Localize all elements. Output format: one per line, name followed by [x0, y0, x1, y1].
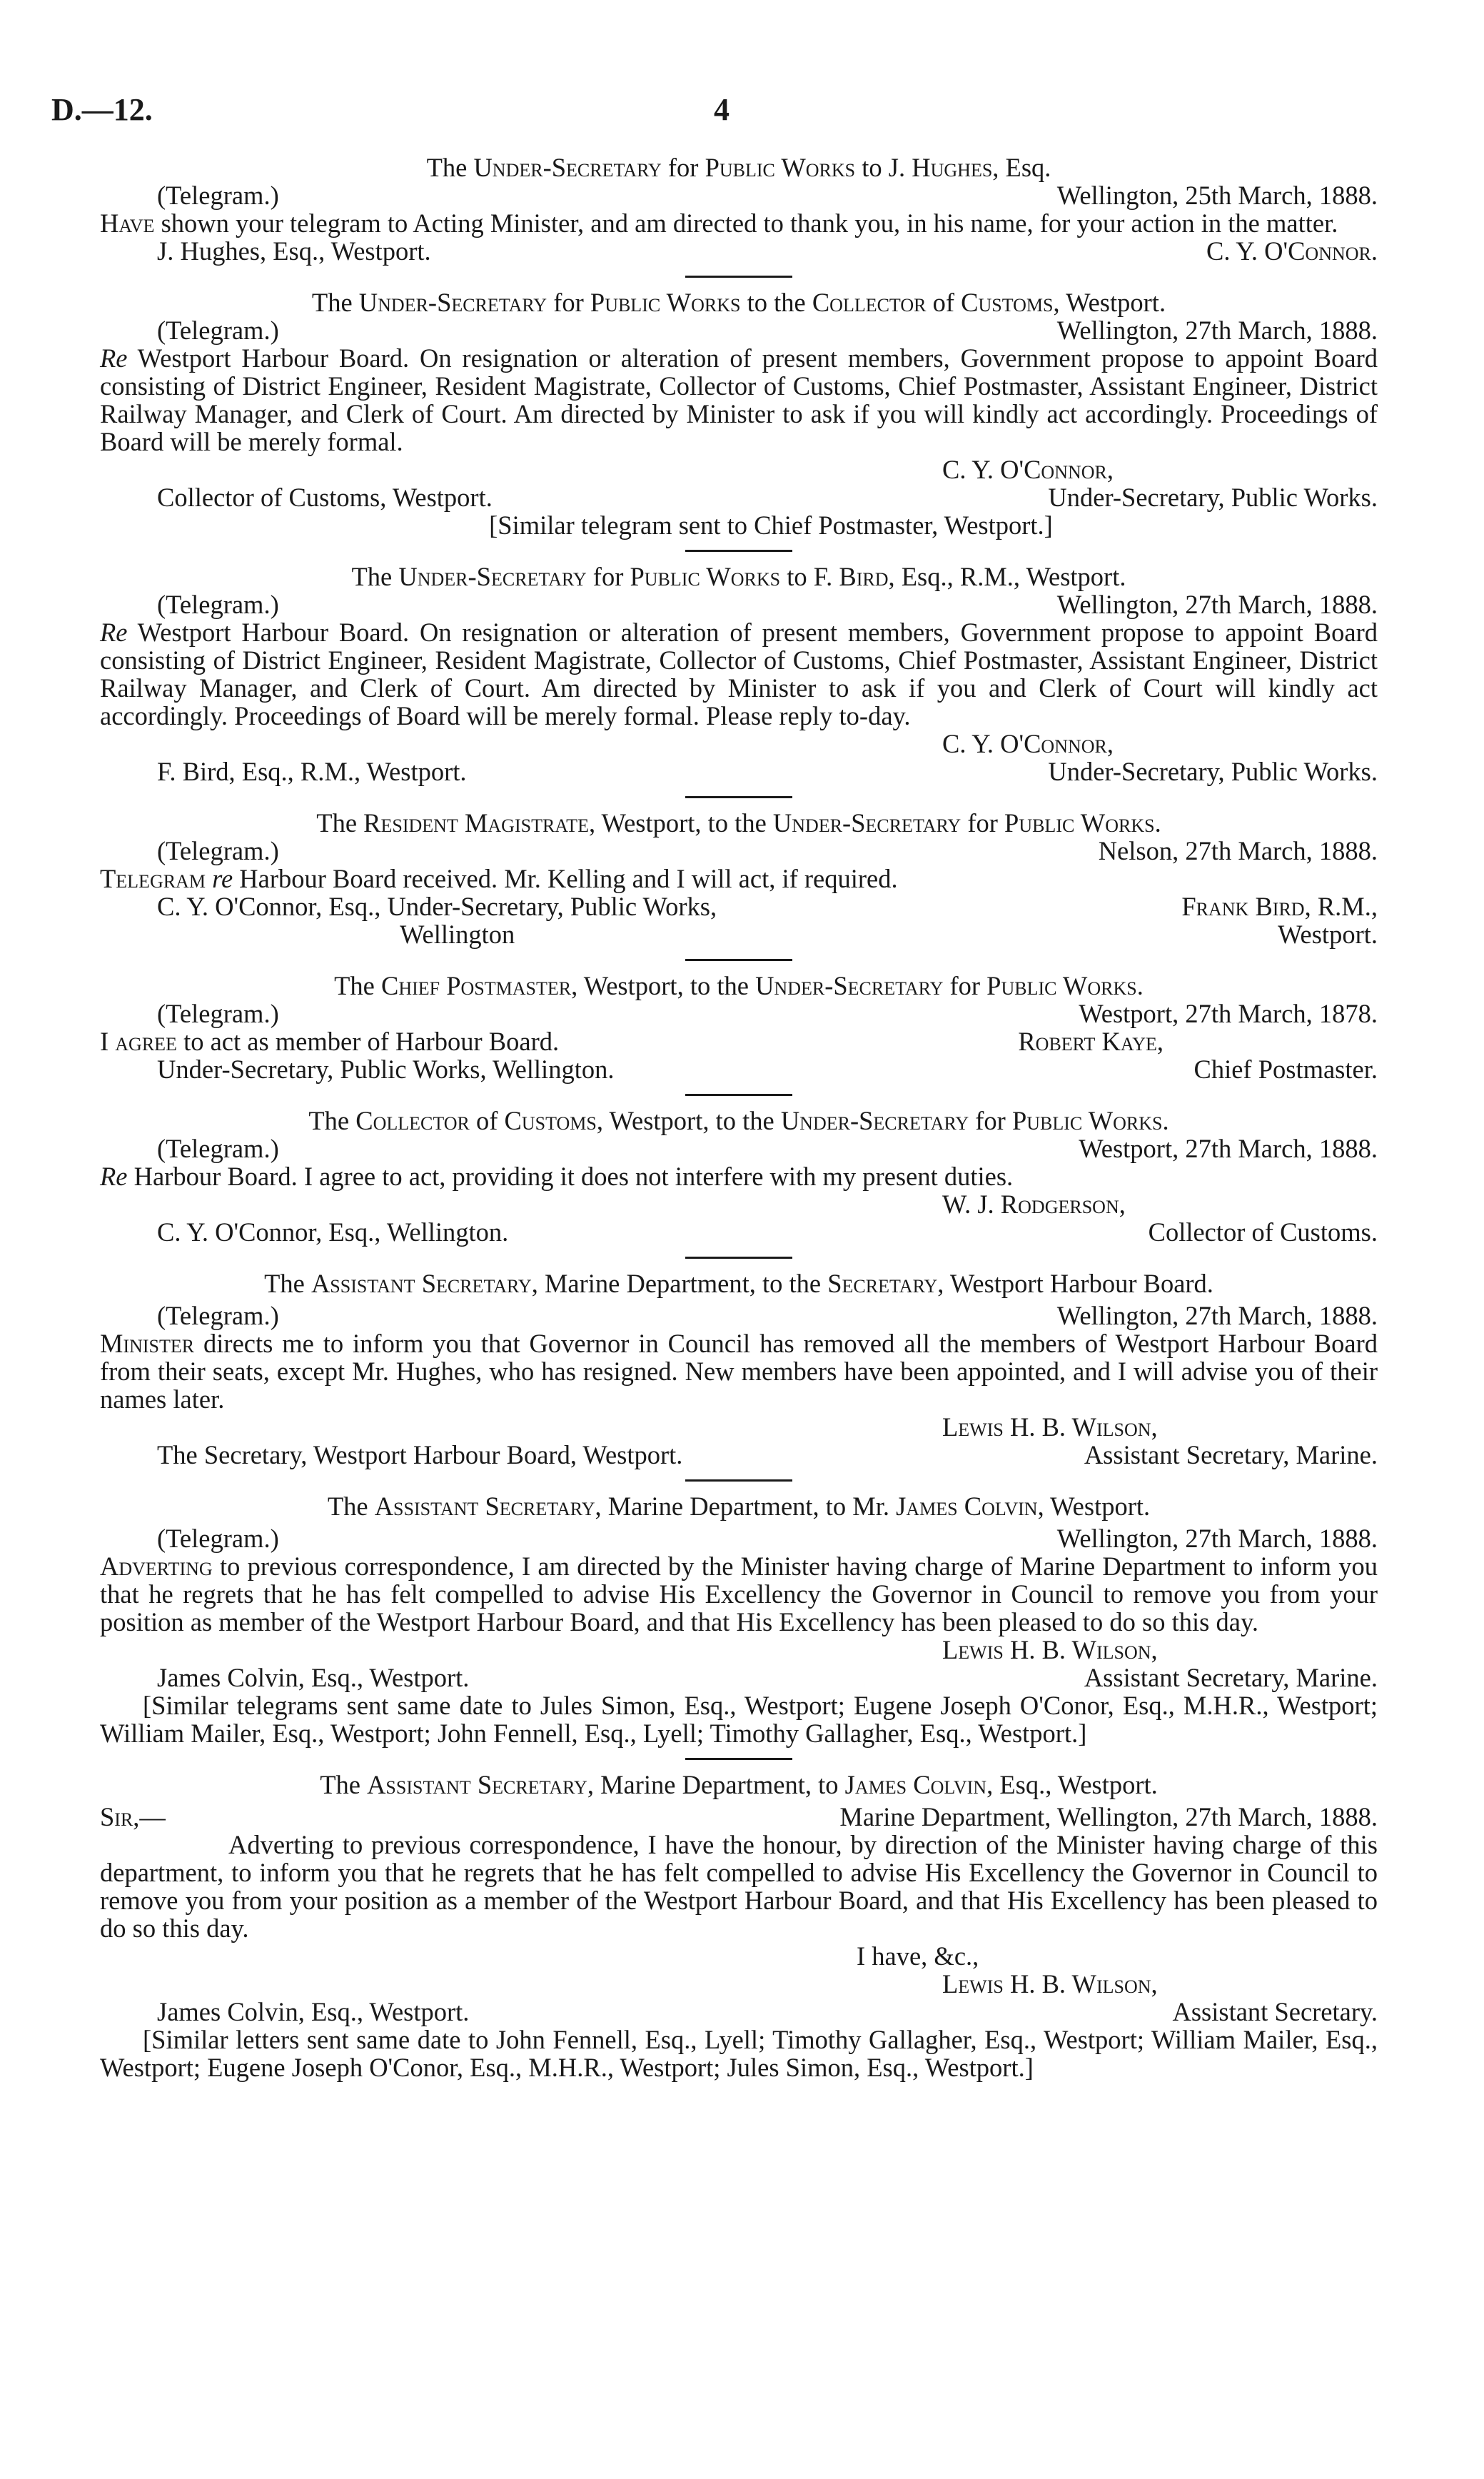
message-kind: (Telegram.): [157, 181, 279, 210]
signature-title: Assistant Secretary.: [1172, 1997, 1378, 2026]
closing: I have, &c.,: [857, 1941, 979, 1971]
letter-5: [100, 972, 1378, 1083]
salutation: Sir,—: [100, 1802, 166, 1831]
message-body: I agree to act as member of Harbour Board.: [100, 1027, 560, 1056]
letter-heading: The Chief Postmaster, Westport, to the Under-Secretary for Public Works.: [334, 971, 1144, 1000]
message-kind: (Telegram.): [157, 1524, 279, 1553]
dateline: Wellington, 27th March, 1888.: [1056, 1524, 1378, 1553]
signature-title: Under-Secretary, Public Works.: [1048, 483, 1378, 512]
letter-4: [100, 809, 1378, 948]
signature: Lewis H. B. Wilson,: [942, 1412, 1158, 1442]
signature: C. Y. O'Connor.: [1206, 236, 1378, 266]
dateline: Westport, 27th March, 1878.: [1079, 999, 1378, 1028]
signature-title: Chief Postmaster.: [1193, 1055, 1378, 1084]
message-body: Telegram re Harbour Board received. Mr. Kelling and I will act, if required.: [100, 864, 898, 893]
letter-9: [100, 1771, 1378, 2081]
signature-title: Collector of Customs.: [1148, 1217, 1378, 1247]
letter-7: [100, 1269, 1378, 1469]
correspondence-body: [100, 154, 1378, 2081]
dateline: Wellington, 27th March, 1888.: [1056, 590, 1378, 619]
signature: Lewis H. B. Wilson,: [942, 1969, 1158, 1998]
note: [Similar letters sent same date to John Fennell, Esq., Lyell; Timothy Gallagher, Esq., Westport; William Mailer, Esq., Westport; Eugene Joseph O'Conor, Esq., M.H.R., Westport; Jules Simon, Esq., Westport.]: [100, 2025, 1378, 2082]
signature: Robert Kaye,: [1018, 1027, 1164, 1056]
letter-8: [100, 1492, 1378, 1747]
letter-1: [100, 154, 1378, 265]
letter-2: [100, 288, 1378, 539]
section-divider: [685, 1758, 792, 1760]
letter-heading: The Collector of Customs, Westport, to the Under-Secretary for Public Works.: [308, 1106, 1169, 1135]
message-kind: (Telegram.): [157, 999, 279, 1028]
section-divider: [685, 550, 792, 552]
addressee: C. Y. O'Connor, Esq., Under-Secretary, Public Works,: [157, 892, 717, 921]
letter-heading: The Under-Secretary for Public Works to F. Bird, Esq., R.M., Westport.: [351, 562, 1126, 591]
signature: Lewis H. B. Wilson,: [942, 1635, 1158, 1664]
dateline: Marine Department, Wellington, 27th March, 1888.: [839, 1802, 1378, 1831]
dateline: Wellington, 27th March, 1888.: [1056, 316, 1378, 345]
message-kind: (Telegram.): [157, 836, 279, 865]
message-kind: (Telegram.): [157, 1301, 279, 1330]
signature-title: Assistant Secretary, Marine.: [1084, 1440, 1378, 1469]
note: [Similar telegram sent to Chief Postmaster, Westport.]: [489, 511, 1053, 540]
addressee: J. Hughes, Esq., Westport.: [157, 236, 431, 266]
message-body: Have shown your telegram to Acting Minister, and am directed to thank you, in his name, for your action in the matter.: [100, 208, 1338, 238]
letter-heading: The Resident Magistrate, Westport, to the Under-Secretary for Public Works.: [316, 808, 1161, 838]
signature: C. Y. O'Connor,: [942, 729, 1114, 758]
signature: W. J. Rodgerson,: [942, 1190, 1126, 1219]
addressee: James Colvin, Esq., Westport.: [157, 1663, 470, 1692]
message-kind: (Telegram.): [157, 1134, 279, 1163]
addressee: Collector of Customs, Westport.: [157, 483, 493, 512]
note: [Similar telegrams sent same date to Jules Simon, Esq., Westport; Eugene Joseph O'Conor, Esq., M.H.R., Westport; William Mailer, Esq., Westport; John Fennell, Esq., Lyell; Timothy Gallagher, Esq., Westport.]: [100, 1691, 1378, 1748]
dateline: Nelson, 27th March, 1888.: [1098, 836, 1378, 865]
message-body: Re Westport Harbour Board. On resignation or alteration of present members, Government propose to appoint Board consisting of District Engineer, Resident Magistrate, Collector of Customs, Chief Postmaster, Assistant Engineer, District Railway Manager, and Clerk of Court. Am directed by Minister to ask if you and Clerk of Court will kindly act accordingly. Proceedings of Board will be merely formal. Please reply to-day.: [100, 618, 1378, 730]
letter-heading: The Assistant Secretary, Marine Department, to Mr. James Colvin, Westport.: [327, 1492, 1151, 1521]
signature-place: Westport.: [1278, 920, 1378, 949]
section-divider: [685, 276, 792, 278]
letter-6: [100, 1107, 1378, 1246]
dateline: Westport, 27th March, 1888.: [1079, 1134, 1378, 1163]
section-divider: [685, 959, 792, 961]
section-divider: [685, 1094, 792, 1096]
addressee: Under-Secretary, Public Works, Wellington.: [157, 1055, 615, 1084]
letter-heading: The Assistant Secretary, Marine Department, to James Colvin, Esq., Westport.: [320, 1770, 1158, 1799]
message-body: Adverting to previous correspondence, I am directed by the Minister having charge of Marine Department to inform you that he regrets that he has felt compelled to advise His Excellency the Governor in Council to remove you from your position as member of the Westport Harbour Board, and that His Excellency has been pleased to do so this day.: [100, 1552, 1378, 1636]
section-divider: [685, 1479, 792, 1482]
addressee: The Secretary, Westport Harbour Board, Westport.: [157, 1440, 683, 1469]
message-body: Adverting to previous correspondence, I have the honour, by direction of the Minister having charge of this department, to inform you that he regrets that he has felt compelled to advise His Excellency the Governor in Council to remove you from your position as a member of the Westport Harbour Board, and that His Excellency has been pleased to do so this day.: [100, 1830, 1378, 1943]
addressee-place: Wellington: [400, 920, 515, 949]
addressee: C. Y. O'Connor, Esq., Wellington.: [157, 1217, 509, 1247]
signature: C. Y. O'Connor,: [942, 455, 1114, 484]
page-number: 4: [714, 92, 730, 127]
signature-title: Assistant Secretary, Marine.: [1084, 1663, 1378, 1692]
dateline: Wellington, 25th March, 1888.: [1056, 181, 1378, 210]
paper-reference: D.—12.: [51, 92, 153, 127]
message-kind: (Telegram.): [157, 316, 279, 345]
letter-heading: The Under-Secretary for Public Works to the Collector of Customs, Westport.: [311, 288, 1166, 317]
message-body: Minister directs me to inform you that Governor in Council has removed all the members of Westport Harbour Board from their seats, except Mr. Hughes, who has resigned. New members have been appointed, and I will advise you of their names later.: [100, 1329, 1378, 1414]
signature: Frank Bird, R.M.,: [1181, 892, 1378, 921]
message-body: Re Westport Harbour Board. On resignation or alteration of present members, Government propose to appoint Board consisting of District Engineer, Resident Magistrate, Collector of Customs, Chief Postmaster, Assistant Engineer, District Railway Manager, and Clerk of Court. Am directed by Minister to ask if you will kindly act accordingly. Proceedings of Board will be merely formal.: [100, 343, 1378, 456]
section-divider: [685, 1257, 792, 1259]
message-body: Re Harbour Board. I agree to act, providing it does not interfere with my present duties.: [100, 1162, 1014, 1191]
section-divider: [685, 796, 792, 798]
signature-title: Under-Secretary, Public Works.: [1048, 757, 1378, 786]
addressee: F. Bird, Esq., R.M., Westport.: [157, 757, 467, 786]
letter-3: [100, 563, 1378, 785]
letter-heading: The Assistant Secretary, Marine Department, to the Secretary, Westport Harbour Board.: [264, 1269, 1213, 1298]
addressee: James Colvin, Esq., Westport.: [157, 1997, 470, 2026]
dateline: Wellington, 27th March, 1888.: [1056, 1301, 1378, 1330]
letter-heading: The Under-Secretary for Public Works to J. Hughes, Esq.: [426, 153, 1051, 182]
message-kind: (Telegram.): [157, 590, 279, 619]
